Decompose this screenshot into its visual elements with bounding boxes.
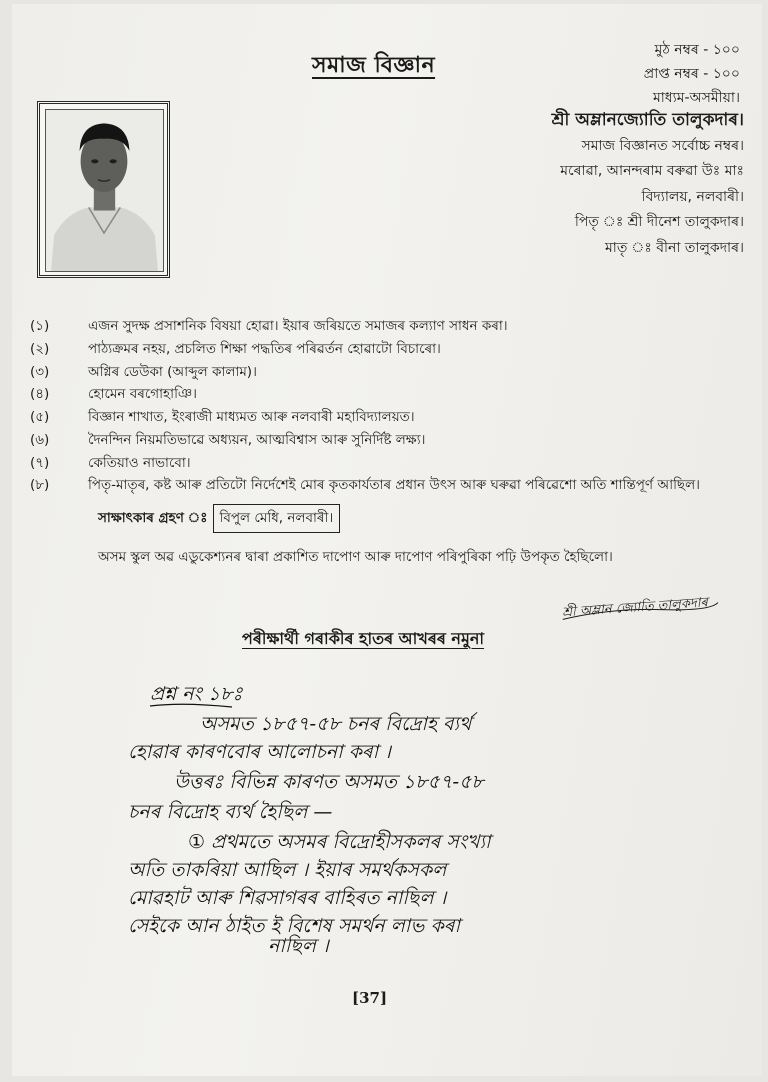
document-page — [12, 4, 762, 1076]
handwriting-sample — [32, 676, 742, 956]
student-photo — [37, 101, 170, 278]
handwriting-line: মোৱহাট আৰু শিৱসাগৰৰ বাহিৰত নাছিল । — [128, 887, 447, 909]
answer-text: বিজ্ঞান শাখাত, ইংৰাজী মাধ্যমত আৰু নলবাৰী মহাবিদ্যালয়ত। — [88, 409, 415, 426]
answer-row — [30, 338, 750, 361]
answer-number: (৭) — [30, 454, 50, 471]
answer-number: (৫) — [30, 409, 50, 426]
student-achievement: সমাজ বিজ্ঞানত সৰ্বোচ্চ নম্বৰ। — [581, 137, 744, 154]
answer-text: পাঠ্যক্ৰমৰ নহয়, প্ৰচলিত শিক্ষা পদ্ধতিৰ পৰিৱৰ্তন হোৱাটো বিচাৰো। — [88, 340, 441, 357]
handwriting-line: হোৱাৰ কাৰণবোৰ আলোচনা কৰা । — [128, 741, 391, 763]
answer-row — [30, 361, 750, 384]
page-number: [37] — [352, 989, 388, 1007]
answer-row — [30, 475, 750, 498]
answer-number: (৩) — [30, 363, 50, 380]
handwriting-drawing — [32, 676, 742, 956]
handwriting-line: উত্তৰঃ বিভিন্ন কাৰণত অসমত ১৮৫৭-৫৮ — [174, 771, 484, 793]
interview-credit — [98, 504, 340, 533]
handwriting-sample-title: পৰীক্ষাৰ্থী গৰাকীৰ হাতৰ আখৰৰ নমুনা — [242, 629, 485, 648]
signature-text: শ্ৰী অম্লান জ্যোতি তালুকদাৰ — [561, 595, 709, 621]
school-line-2: বিদ্যালয়, নলবাৰী। — [641, 188, 744, 205]
marks-block — [644, 38, 740, 110]
handwriting-line: চনৰ বিদ্ৰোহ ব্যৰ্থ হৈছিল — — [128, 801, 333, 823]
answer-text: এজন সুদক্ষ প্ৰসাশনিক বিষয়া হোৱা। ইয়াৰ জৰিয়তে সমাজৰ কল্যাণ সাধন কৰা। — [88, 317, 508, 334]
handwriting-line: অতি তাকৰিয়া আছিল । ইয়াৰ সমৰ্থকসকল — [128, 859, 447, 881]
total-marks: মুঠ নম্বৰ - ১০০ — [654, 42, 740, 58]
handwriting-line: নাছিল । — [268, 935, 329, 956]
portrait-drawing — [46, 110, 163, 271]
answer-number: (২) — [30, 340, 50, 357]
answer-number: (৪) — [30, 386, 50, 403]
signature — [559, 578, 722, 633]
answer-row — [30, 406, 750, 429]
answer-row — [30, 452, 750, 475]
interview-label: সাক্ষাৎকাৰ গ্ৰহণ ঃ — [98, 510, 208, 526]
answer-number: (৮) — [30, 477, 50, 494]
answer-row — [30, 315, 750, 338]
acknowledgement: অসম স্কুল অৱ এডুকেশ্যনৰ দ্বাৰা প্ৰকাশিত দাপোণ আৰু দাপোণ পৰিপুৰিকা পঢ়ি উপকৃত হৈছিলো। — [98, 549, 613, 565]
mother-name: মাতৃ ঃ বীনা তালুকদাৰ। — [605, 239, 744, 256]
portrait-image — [45, 109, 164, 272]
answer-text: কেতিয়াও নাভাবো। — [88, 454, 191, 471]
answer-text: হোমেন বৰগোহাঞি। — [88, 386, 198, 403]
student-name: শ্ৰী অম্লানজ্যোতি তালুকদাৰ। — [551, 110, 744, 130]
answer-text: দৈনন্দিন নিয়মতিভাৱে অধ্যয়ন, আত্মবিশ্বাস আৰু সুনিৰ্দিষ্ট লক্ষ্য। — [88, 431, 426, 448]
answer-row — [30, 383, 750, 406]
school-line-1: মৰোৱা, আনন্দৰাম বৰুৱা উঃ মাঃ — [560, 163, 744, 179]
handwriting-question-label: প্ৰশ্ন নং ১৮ঃ — [150, 683, 243, 705]
answer-row — [30, 429, 750, 452]
handwriting-line: সেইকে আন ঠাইত ই বিশেষ সমৰ্থন লাভ কৰা — [128, 915, 460, 937]
signature-drawing — [559, 578, 721, 629]
answers-list — [30, 315, 750, 497]
answer-text: পিতৃ-মাতৃৰ, কষ্ট আৰু প্ৰতিটো নিৰ্দেশেই মোৰ কৃতকাৰ্যতাৰ প্ৰধান উৎস আৰু ঘৰুৱা পৰিৱেশো অতি শান্তিপূৰ্ণ আছিল। — [88, 477, 700, 494]
obtained-marks: প্ৰাপ্ত নম্বৰ - ১০০ — [643, 66, 740, 82]
handwriting-line: ① প্ৰথমতে অসমৰ বিদ্ৰোহীসকলৰ সংখ্যা — [188, 831, 491, 853]
document-title: সমাজ বিজ্ঞান — [312, 53, 436, 78]
medium: মাধ্যম-অসমীয়া। — [652, 90, 740, 106]
answer-text: অগ্নিৰ ডেউকা (আব্দুল কালাম)। — [88, 363, 257, 380]
student-info — [552, 108, 744, 261]
interviewer-name: বিপুল মেধি, নলবাৰী। — [213, 504, 341, 533]
answer-number: (১) — [30, 317, 50, 334]
handwriting-line: অসমত ১৮৫৭-৫৮ চনৰ বিদ্ৰোহ ব্যৰ্থ — [200, 713, 472, 735]
father-name: পিতৃ ঃ শ্ৰী দীনেশ তালুকদাৰ। — [574, 214, 744, 230]
answer-number: (৬) — [30, 431, 50, 448]
